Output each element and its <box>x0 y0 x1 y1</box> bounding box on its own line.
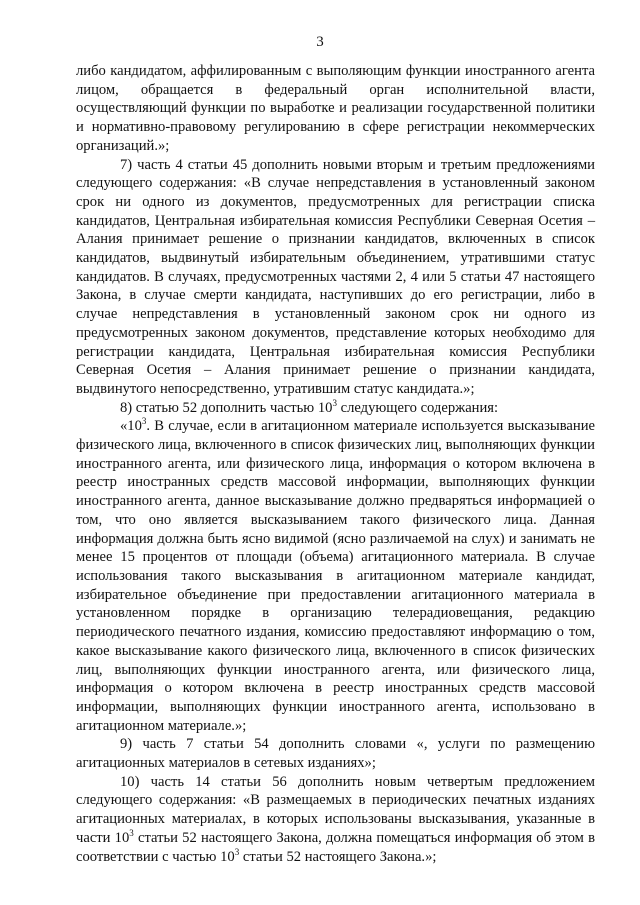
paragraph-text: либо кандидатом, аффилированным с выполяющим функции иностранного агента лицом, обращается в федеральный орган исполнительной власти, осуществляющий функции по выработке и реализации государственной политики и нормативно-правовому регулированию в сфере регистрации некоммерческих организаций.»; <box>76 63 595 154</box>
paragraph-item-8 <box>76 399 595 418</box>
paragraph-text: 8) статью 52 дополнить частью 10 <box>120 399 333 416</box>
paragraph-text: 9) часть 7 статьи 54 дополнить словами «, услуги по размещению агитационных материалов в сетевых изданиях»; <box>76 736 595 772</box>
paragraph-continuation <box>76 62 595 156</box>
paragraph-text: статьи 52 настоящего Закона.»; <box>239 848 437 865</box>
paragraph-text: 10) часть 14 статьи 56 дополнить новым четвертым предложением следующего содержания: «В размещаемых в периодических печатных изданиях агитационных материалах, в которых использованы высказывания, указанные в части 10 <box>76 773 595 846</box>
superscript: 3 <box>141 416 147 427</box>
page-number: 3 <box>316 34 324 50</box>
superscript: 3 <box>129 827 134 838</box>
paragraph-item-9 <box>76 735 595 772</box>
paragraph-text: статьи 52 настоящего Закона, должна помещаться информация об этом в соответствии с частью 10 <box>76 829 595 865</box>
paragraph-text: следующего содержания: <box>336 399 499 416</box>
document-body <box>76 62 595 866</box>
superscript: 3 <box>234 846 240 857</box>
paragraph-text: 7) часть 4 статьи 45 дополнить новыми вторым и третьим предложениями следующего содержания: «В случае непредставления в установленный законом срок ни одного из документов, предусмотренных для регистрации списка кандидатов, Центральная избирательная комиссия Республики Северная Осетия – Алания принимает решение о признании кандидатов, включенных в список кандидатов, выдвинутый избирательным объединением, утратившими статус кандидатов. В случаях, предусмотренных частями 2, 4 или 5 статьи 47 настоящего Закона, в случае смерти кандидата, наступивших до его регистрации, либо в случае непредставления в установленный законом срок ни одного из предусмотренных законом документов, представление которых необходимо для регистрации кандидата, Центральная избирательная комиссия Республики Северная Осетия – Алания принимает решение о признании кандидата, выдвинутого непосредственно, утратившим статус кандидата.»; <box>76 156 595 397</box>
paragraph-part-10-3 <box>76 417 595 735</box>
paragraph-text: . В случае, если в агитационном материале используется высказывание физического лица, включенного в список физических лиц, выполняющих функции иностранного агента, или физического лица, информация о котором включена в реестр иностранных средств массовой информации, выполняющих функции иностранного агента, данное высказывание должно предваряться информацией о том, что оно является высказыванием такого физического лица. Данная информация должна быть ясно видимой (ясно различаемой на слух) и занимать не менее 15 процентов от площади (объема) агитационного материала. В случае использования такого высказывания в агитационном материале кандидат, избирательное объединение при предоставлении агитационного материала в установленном порядке в организацию телерадиовещания, редакцию периодического печатного издания, комиссию предоставляют информацию о том, какое высказывание какого физического лица, включенного в список физических лиц, выполняющих функции иностранного агента, или физического лица, информация о котором включена в реестр иностранных средств массовой информации, выполняющих функции иностранного агента, использовано в агитационном материале.»; <box>76 418 595 734</box>
superscript: 3 <box>332 397 337 408</box>
paragraph-text: «10 <box>120 418 142 435</box>
paragraph-item-10 <box>76 773 595 867</box>
paragraph-item-7 <box>76 156 595 399</box>
